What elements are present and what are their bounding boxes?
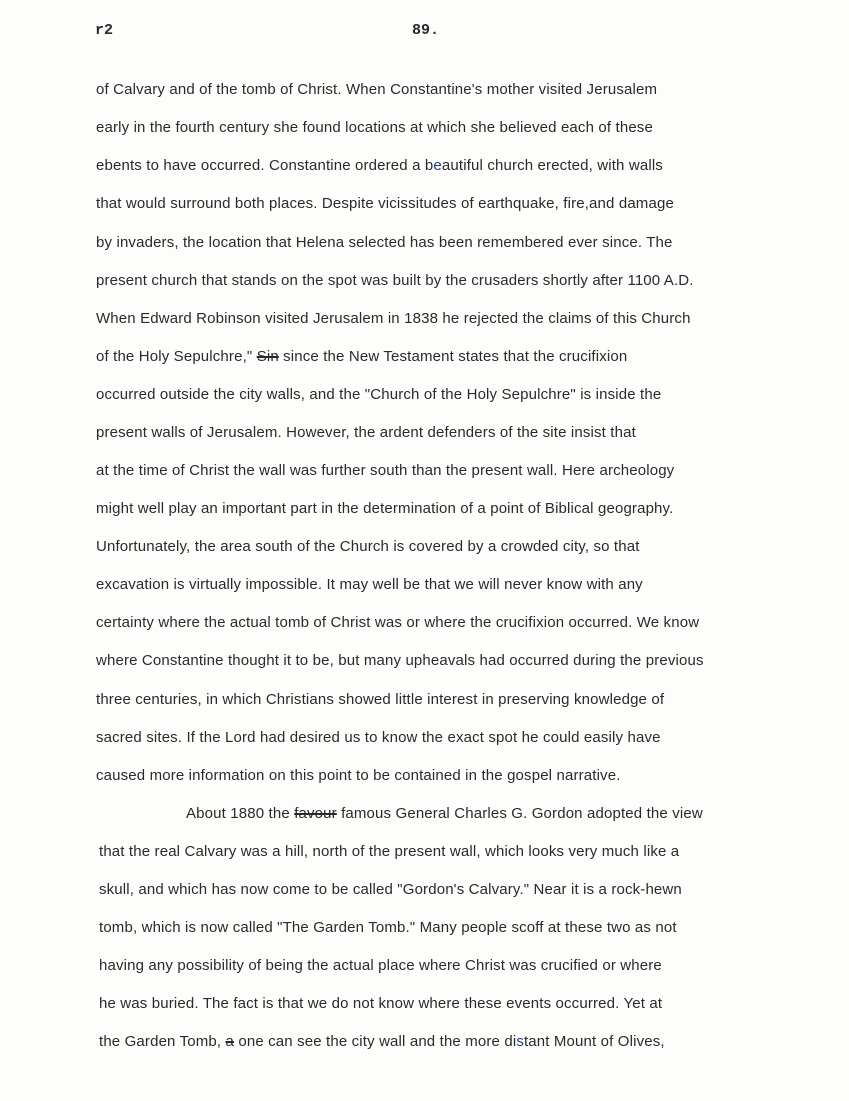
text-segment: excavation is virtually impossible. It may well be that we will never know with any xyxy=(96,576,643,593)
text-line xyxy=(99,842,679,862)
page-number: 89. xyxy=(412,22,440,39)
text-segment: tomb, which is now called "The Garden Tomb." Many people scoff at these two as not xyxy=(99,919,677,936)
text-segment: that would surround both places. Despite vicissitudes of earthquake, fire,and damage xyxy=(96,195,674,212)
text-line xyxy=(99,918,677,938)
text-line xyxy=(96,194,674,214)
text-segment: ebents to have occurred. Constantine ordered a b xyxy=(96,157,434,174)
text-segment: that the real Calvary was a hill, north of the present wall, which looks very much like a xyxy=(99,843,680,860)
text-line xyxy=(186,804,703,824)
handwritten-correction: e xyxy=(433,157,442,174)
strikethrough-text: a xyxy=(225,1033,235,1050)
text-segment: famous General Charles G. Gordon adopted the view xyxy=(336,805,703,822)
text-segment: skull, and which has now come to be called "Gordon's Calvary." Near it is a rock-hewn xyxy=(99,881,682,898)
text-segment: the Garden Tomb, xyxy=(99,1033,226,1050)
text-line xyxy=(99,956,662,976)
text-line xyxy=(96,271,694,291)
text-segment: early in the fourth century she found locations at which she believed each of these xyxy=(96,119,653,136)
text-segment: sacred sites. If the Lord had desired us to know the exact spot he could easily have xyxy=(96,729,661,746)
text-line xyxy=(96,499,673,519)
strikethrough-text: Sin xyxy=(256,348,279,365)
text-segment: tant Mount of Olives, xyxy=(523,1033,665,1050)
handwritten-correction: s xyxy=(516,1033,524,1050)
text-line xyxy=(96,423,636,443)
text-line xyxy=(99,880,682,900)
text-segment: might well play an important part in the determination of a point of Biblical geography. xyxy=(96,500,674,517)
page-label: r2 xyxy=(95,22,114,39)
text-segment: of Calvary and of the tomb of Christ. When Constantine's mother visited Jerusalem xyxy=(96,81,658,98)
text-line xyxy=(96,461,674,481)
text-line xyxy=(96,651,704,671)
text-line xyxy=(96,385,661,405)
text-segment: where Constantine thought it to be, but many upheavals had occurred during the previous xyxy=(96,652,704,669)
text-segment: autiful church erected, with walls xyxy=(441,157,663,174)
text-segment: Unfortunately, the area south of the Church is covered by a crowded city, so that xyxy=(96,538,640,555)
text-line xyxy=(99,994,662,1014)
text-line xyxy=(96,347,627,367)
text-segment: caused more information on this point to be contained in the gospel narrative. xyxy=(96,767,621,784)
text-line xyxy=(96,537,640,557)
text-segment: since the New Testament states that the crucifixion xyxy=(278,348,628,365)
text-line xyxy=(96,728,661,748)
text-line xyxy=(96,690,664,710)
text-line xyxy=(96,766,621,786)
text-line xyxy=(96,309,691,329)
text-segment: When Edward Robinson visited Jerusalem in 1838 he rejected the claims of this Church xyxy=(96,310,691,327)
text-segment: one can see the city wall and the more di xyxy=(234,1033,517,1050)
text-line xyxy=(96,613,699,633)
text-segment: About 1880 the xyxy=(186,805,295,822)
text-segment: by invaders, the location that Helena selected has been remembered ever since. The xyxy=(96,234,673,251)
text-segment: at the time of Christ the wall was further south than the present wall. Here archeology xyxy=(96,462,675,479)
text-segment: having any possibility of being the actual place where Christ was crucified or where xyxy=(99,957,662,974)
text-segment: certainty where the actual tomb of Christ was or where the crucifixion occurred. We know xyxy=(96,614,700,631)
text-line xyxy=(96,118,653,138)
text-line xyxy=(96,80,657,100)
text-line xyxy=(96,575,643,595)
text-line xyxy=(96,156,663,176)
text-segment: present walls of Jerusalem. However, the ardent defenders of the site insist that xyxy=(96,424,636,441)
text-segment: present church that stands on the spot was built by the crusaders shortly after 1100 A.D. xyxy=(96,272,694,289)
text-segment: he was buried. The fact is that we do not know where these events occurred. Yet at xyxy=(99,995,663,1012)
text-line xyxy=(96,233,673,253)
text-line xyxy=(99,1032,665,1052)
strikethrough-text: favour xyxy=(294,805,337,822)
text-segment: three centuries, in which Christians showed little interest in preserving knowledge of xyxy=(96,691,665,708)
text-segment: occurred outside the city walls, and the "Church of the Holy Sepulchre" is inside the xyxy=(96,386,662,403)
text-segment: of the Holy Sepulchre," xyxy=(96,348,257,365)
